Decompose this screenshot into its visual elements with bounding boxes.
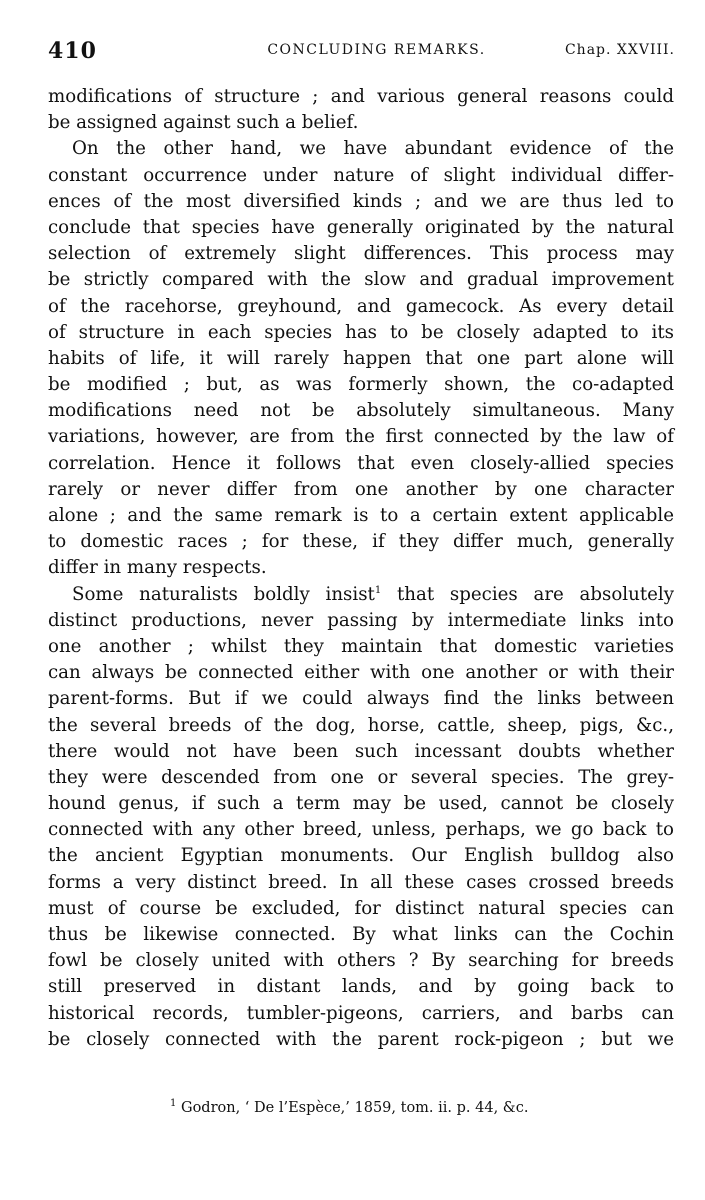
text-line: can always be connected either with one another or with their: [48, 662, 674, 684]
text-line-with-footnote-ref: [48, 582, 674, 608]
text-line: distinct productions, never passing by intermediate links into: [48, 609, 674, 631]
text-line: they were descended from one or several species. The grey-: [48, 766, 674, 788]
text-line: alone ; and the same remark is to a certain extent applicable: [48, 505, 674, 526]
text-line: conclude that species have generally originated by the natural: [48, 216, 674, 238]
text-line: differ in many respects.: [48, 557, 267, 579]
footnote-reference: 1: [374, 584, 382, 596]
text-line: thus be likewise connected. By what links can the Cochin: [48, 924, 674, 945]
text-line: parent-forms. But if we could always find the links between: [48, 688, 674, 710]
text-line: be closely connected with the parent rock-pigeon ; but we: [48, 1028, 674, 1050]
text-line: be modified ; but, as was formerly shown, the co-adapted: [48, 374, 674, 396]
text-line: be assigned against such a belief.: [48, 112, 359, 134]
text-line: connected with any other breed, unless, perhaps, we go back to: [48, 819, 674, 841]
text-line: ences of the most diversified kinds ; and we are thus led to: [48, 190, 674, 212]
text-line: constant occurrence under nature of slight individual differ-: [48, 164, 674, 186]
footnote: [170, 1100, 528, 1116]
text-line: historical records, tumbler-pigeons, carriers, and barbs can: [48, 1002, 674, 1024]
text-line: selection of extremely slight differences. This process may: [48, 243, 674, 265]
footnote-marker: 1: [170, 1098, 177, 1110]
running-header: [48, 36, 675, 66]
text-line: habits of life, it will rarely happen that one part alone will: [48, 347, 674, 369]
text-line: forms a very distinct breed. In all these cases crossed breeds: [48, 871, 674, 893]
text-line: modifications need not be absolutely simultaneous. Many: [48, 400, 674, 422]
text-line: hound genus, if such a term may be used, cannot be closely: [48, 793, 674, 815]
text-line: the several breeds of the dog, horse, cattle, sheep, pigs, &c.,: [48, 714, 674, 736]
text-line: modifications of structure ; and various general reasons could: [48, 86, 674, 107]
text-line: must of course be excluded, for distinct natural species can: [48, 897, 674, 919]
text-line: to domestic races ; for these, if they differ much, generally: [48, 531, 674, 553]
text-line: of the racehorse, greyhound, and gamecock. As every detail: [48, 295, 674, 317]
text-line: still preserved in distant lands, and by going back to: [48, 976, 674, 998]
text-line: one another ; whilst they maintain that domestic varieties: [48, 635, 674, 657]
chapter-label: Chap. XXVIII.: [564, 42, 675, 58]
text-line: correlation. Hence it follows that even closely-allied species: [48, 452, 674, 474]
page-number: 410: [48, 38, 97, 64]
text-line: the ancient Egyptian monuments. Our English bulldog also: [48, 845, 674, 867]
text-line: there would not have been such incessant doubts whether: [48, 740, 674, 762]
text-line: fowl be closely united with others ? By searching for breeds: [48, 950, 674, 972]
text-line: rarely or never differ from one another by one character: [48, 478, 674, 500]
text-line: On the other hand, we have abundant evidence of the: [72, 138, 674, 160]
text-line: of structure in each species has to be closely adapted to its: [48, 321, 674, 343]
footnote-text: Godron, ‘ De l’Espèce,’ 1859, tom. ii. p. 44, &c.: [176, 1100, 529, 1116]
text-segment: that species are absolutely: [381, 583, 674, 605]
text-segment: Some naturalists boldly insist: [72, 583, 375, 605]
running-title: CONCLUDING REMARKS.: [267, 42, 486, 58]
text-line: variations, however, are from the first connected by the law of: [48, 426, 674, 448]
body-text: [48, 84, 674, 1053]
text-line: be strictly compared with the slow and gradual improvement: [48, 269, 674, 291]
